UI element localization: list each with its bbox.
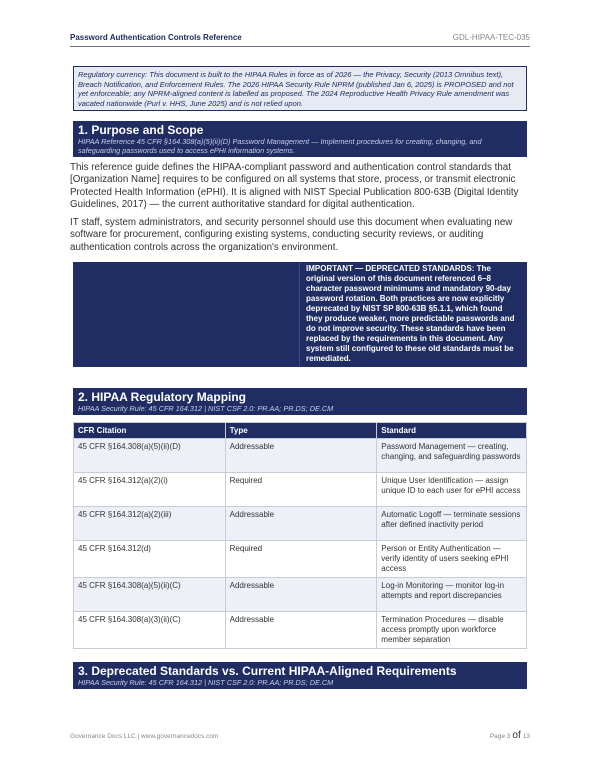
table-row: [74, 473, 527, 507]
standard-cell: Password Management — creating, changing, and safeguarding passwords: [377, 439, 527, 473]
cfr-citation-cell: 45 CFR §164.312(a)(2)(i): [74, 473, 226, 507]
table-row: [74, 439, 527, 473]
page-footer: [70, 730, 530, 742]
header-title: Password Authentication Controls Reference: [70, 33, 242, 42]
table-row: [74, 612, 527, 649]
standard-cell: Person or Entity Authentication — verify identity of users seeking ePHI access: [377, 541, 527, 578]
purpose-paragraph: This reference guide defines the HIPAA-compliant password and authentication control standards that [Organization Name] requires to be configured on all systems that store, process, or transmit electronic Protected Health Information (ePHI). It is aligned with NIST Special Publication 800-63B (Digital Identity Guidelines, 2017) — the current authoritative standard for digital authentication.: [70, 162, 519, 211]
cfr-citation-cell: 45 CFR §164.308(a)(5)(ii)(D): [74, 439, 226, 473]
column-header-standard: Standard: [377, 423, 527, 439]
callout-divider: [299, 262, 300, 367]
standard-cell: Automatic Logoff — terminate sessions after defined inactivity period: [377, 507, 527, 541]
section-1-subtitle: HIPAA Reference 45 CFR §164.308(a)(5)(ii)(D) Password Management — Implement procedures for creating, changing, and safeguarding passwords used to access ePHI information systems.: [78, 137, 482, 155]
section-1-title: 1. Purpose and Scope: [78, 123, 204, 137]
type-cell: Addressable: [225, 612, 377, 649]
cfr-citation-cell: 45 CFR §164.312(a)(2)(iii): [74, 507, 226, 541]
type-cell: Addressable: [225, 578, 377, 612]
section-2-subtitle: HIPAA Security Rule: 45 CFR 164.312 | NIST CSF 2.0: PR.AA; PR.DS; DE.CM: [78, 404, 334, 413]
page-of: of: [512, 730, 521, 741]
type-cell: Addressable: [225, 507, 377, 541]
standard-cell: Unique User Identification — assign unique ID to each user for ePHI access: [377, 473, 527, 507]
standard-cell: Log-in Monitoring — monitor log-in attempts and report discrepancies: [377, 578, 527, 612]
type-cell: Addressable: [225, 439, 377, 473]
type-cell: Required: [225, 541, 377, 578]
section-3-heading: [73, 662, 527, 689]
column-header-type: Type: [225, 423, 377, 439]
table-row: [74, 507, 527, 541]
cfr-citation-cell: 45 CFR §164.308(a)(5)(ii)(C): [74, 578, 226, 612]
regulatory-mapping-table: [73, 422, 527, 649]
footer-company: Governance Docs LLC | www.governancedocs.com: [70, 733, 219, 740]
callout-text: IMPORTANT — DEPRECATED STANDARDS: The original version of this document referenced 6–8 character password minimums and mandatory 90-day password rotation. Both practices are now explicitly deprecated by NIST SP 800-63B §5.1.1, which found they produce weaker, more predictable passwords and do not improve security. These standards have been replaced by the requirements in this document. Any system still configured to these old standards must be remediated.: [306, 264, 515, 363]
audience-paragraph: IT staff, system administrators, and security personnel should use this document when evaluating new software for procurement, configuring existing systems, conducting security reviews, or auditing authentication controls across the organization's environment.: [70, 217, 513, 253]
page-number: [490, 730, 530, 741]
section-2-heading: [73, 388, 527, 415]
table-row: [74, 541, 527, 578]
section-1-heading: [73, 121, 527, 157]
cfr-citation-cell: 45 CFR §164.308(a)(3)(ii)(C): [74, 612, 226, 649]
type-cell: Required: [225, 473, 377, 507]
table-row: [74, 578, 527, 612]
cfr-citation-cell: 45 CFR §164.312(d): [74, 541, 226, 578]
section-3-title: 3. Deprecated Standards vs. Current HIPAA-Aligned Requirements: [78, 664, 457, 678]
deprecated-standards-callout: [73, 262, 527, 367]
standard-cell: Termination Procedures — disable access promptly upon workforce member separation: [377, 612, 527, 649]
page-total: 13: [522, 733, 530, 740]
document-code: GDL-HIPAA-TEC-035: [452, 33, 530, 42]
column-header-cfr-citation: CFR Citation: [74, 423, 226, 439]
section-3-subtitle: HIPAA Security Rule: 45 CFR 164.312 | NIST CSF 2.0: PR.AA; PR.DS; DE.CM: [78, 678, 334, 687]
table-header-row: [74, 423, 527, 439]
regulatory-currency-note: Regulatory currency: This document is built to the HIPAA Rules in force as of 2026 — the Privacy, Security (2013 Omnibus text), Breach Notification, and Enforcement Rules. The 2026 HIPAA Security Rule NPRM (published Jan 6, 2025) is PROPOSED and not yet enforceable; any NPRM-aligned content is labelled as proposed. The 2024 Reproductive Health Privacy Rule amendment was vacated nationwide (Purl v. HHS, June 2025) and is not relied upon.: [73, 66, 527, 111]
running-header: [70, 33, 530, 47]
section-2-title: 2. HIPAA Regulatory Mapping: [78, 390, 247, 404]
page-label: Page 3: [489, 733, 511, 740]
